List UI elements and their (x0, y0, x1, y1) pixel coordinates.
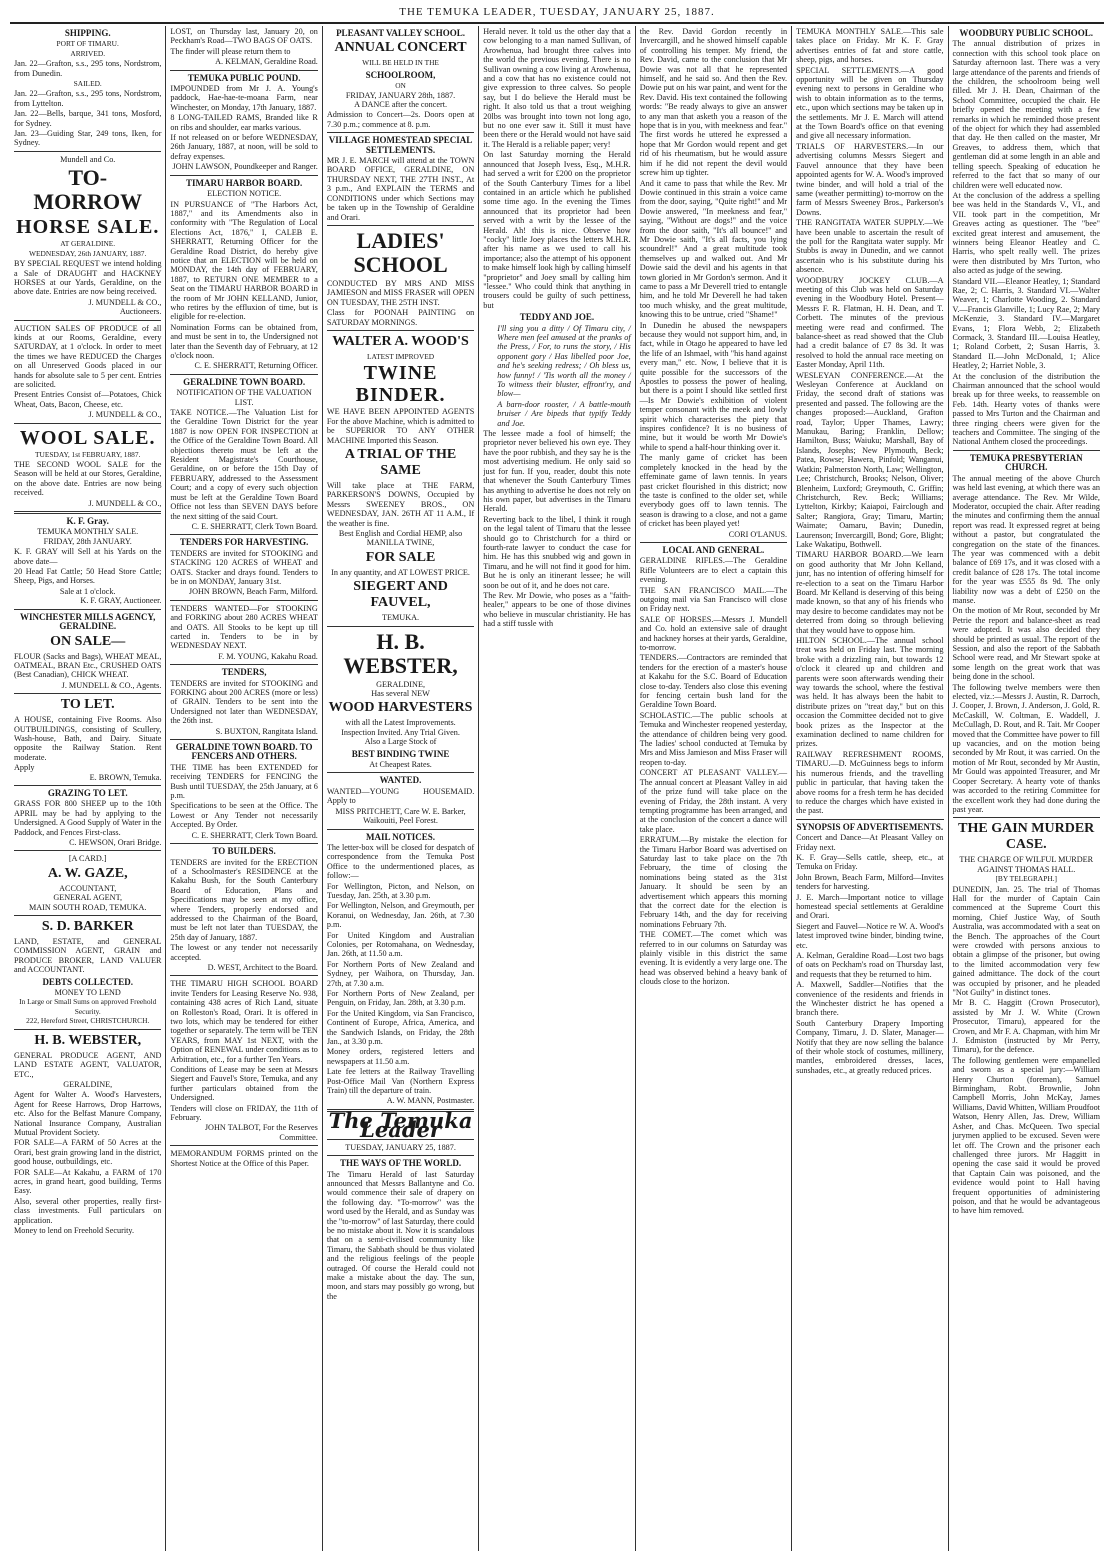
builders-heading: TO BUILDERS. (212, 846, 276, 857)
divider (327, 829, 474, 830)
horse-sale-date: WEDNESDAY, 26th JANUARY, 1887. (29, 248, 147, 258)
synopsis-item: A. Maxwell, Saddler—Notifies that the convenience of the residents and friends in the Winchester district he has opened a branch there. (796, 980, 944, 1018)
horse-sale-heading: HORSE SALE. (16, 216, 160, 239)
divider (796, 819, 943, 820)
signature: CORI O'LANUS. (728, 529, 788, 539)
article-text: And it came to pass that while the Rev. Mr Dowie continued in this strain a voice came from the door, saying, "Quite right!" and Mr Dowie answered, "In meekness and fear," saying, "Without are dogs!" and the voice from the door saith, "It's all bounce!" and Mr Dowie saith, "It's all facts, you lying scoundrel!" And a great multitude took themselves up and walked out. And Mr Dowie said the devil and his agents in that town gloried in Mr Gordon's sermon. And it came to pass a Mr Deverell tried to entangle him, and he told Mr Deverell he had taken too much whisky, and the great multitude, knowing this to be untrue, cried "Shame!" (639, 178, 788, 320)
mail-entry: For Wellington, Picton, and Nelson, on Tuesday, Jan. 25th, at 3.30 p.m. (326, 881, 475, 900)
column-5 (636, 26, 792, 1551)
webster-heading: H. B. WEBSTER, (34, 1032, 142, 1048)
builders-text: TENDERS are invited for the ERECTION of a Schoolmaster's RESIDENCE at the Kakahu Bush, for the South Canterbury Board of Education, Plans and Specifications may be seen at my office, where Tenders, properly endorsed and addressed to the Chairman of the Board, must be left not later than TUESDAY, the 25th day of January, 1887. (170, 857, 318, 942)
poonah-class: Class for POONAH PAINTING on SATURDAY MORNINGS. (326, 308, 475, 327)
gaze-general-agent: GENERAL AGENT, (53, 893, 123, 903)
local-item: TRIALS OF HARVESTERS.—In our advertising columns Messrs Siegert and Fauvel announce that they have been appointed agents for W. A. Wood's improved twine binder, and will hold a trial of the same (weather permitting) to-morrow on the farm of Messrs Sweeney Bros., Parkerson's Downs. (796, 141, 944, 217)
article-text: Reverting back to the libel, I think it rough on the legal talent of Timaru that the lessee should go to Christchurch for a third or fourth-rate lawyer to conduct the case for him. He has this snubbed wig and gown in Timaru, and he will not find it good for him. But he is only an itinerant lessee; he will soon be out of it, and he does not care. (483, 514, 631, 590)
webster-agent: Agent for Walter A. Wood's Harvesters, Agent for Reese Harrows, Drop Harrows, etc. Also for the Belfast Manure Company, National Insurance Company, Australian Mutual Provident Society. (14, 1090, 162, 1137)
pound-text: IMPOUNDED from Mr J. A. Young's paddock, Hae-hae-te-moana Farm, near Winchester, on Monday, 17th January, 1887. (170, 84, 318, 112)
article-text: Herald never. It told us the other day that a cow belonging to a man named Sullivan, of Arowhenua, had brought three calves into the world the previous evening. There is no Sullivan owning a cow living at Arowhenua, and a cow that has no existence could not give expression to three calves. So people say, but I do believe the Herald must be right. It also told us that a trout weighing 20lbs was brought into town not long ago, but no one ever saw it. Still it must have been there or the Herald would not have said it. The Herald is a reliable paper; very! (483, 27, 631, 149)
divider (14, 151, 161, 152)
divider (170, 739, 317, 740)
divider (327, 132, 474, 133)
webster-location: GERALDINE, (63, 1079, 113, 1089)
divider (14, 423, 161, 424)
kf-gray-text: K. F. GRAY will Sell at his Yards on the above date— (14, 547, 162, 566)
divider (640, 542, 787, 543)
tenders-text: TENDERS WANTED—For STOOKING and FORKING about 280 ACRES WHEAT and OATS. All Stooks to be kept up till carted in. Tenders to be in by WEDNESDAY NEXT. (170, 603, 318, 651)
pv-school-heading: PLEASANT VALLEY SCHOOL. (336, 28, 466, 38)
webster-heading-2: H. B. WEBSTER, (343, 628, 458, 678)
divider (953, 450, 1100, 451)
memorandum-notice: MEMORANDUM FORMS printed on the Shortest Notice at the Office of this Paper. (170, 1149, 318, 1168)
walter-wood-heading: WALTER A. WOOD'S (332, 333, 469, 349)
signature: A. KELMAN, Geraldine Road. (215, 57, 318, 67)
monthly-sale-date: FRIDAY, 28th JANUARY. (43, 536, 132, 546)
article-text: The annual distribution of prizes in connection with this school took place on Saturday afternoon last. There was a very large attendance of the parents and friends of the children, the schoolroom being well filled. Mr J. H. Dean, Chairman of the School Committee, occupied the chair. He briefly opened the meeting with a few remarks in which he reminded those present of the object for which they had assembled that day. He then called on the master, Mr Greaves, to address them, which that gentleman did at some length in an able and telling speech. Speaking of education he referred to the fact that so many of our children were well educated now. (952, 39, 1100, 190)
divider (170, 843, 317, 844)
signature: C. E. SHERRATT, Returning Officer. (194, 361, 318, 371)
barker-heading: S. D. BARKER (41, 919, 134, 935)
best-twine: BEST BINDING TWINE (351, 748, 450, 759)
kf-gray-items: 20 Head Fat Cattle; 50 Head Store Cattle; Sheep, Pigs, and Horses. (14, 567, 162, 586)
pritchett: MISS PRITCHETT, Care W. E. Barker, Waikouiti, Peel Forest. (335, 806, 466, 826)
signature: F. M. YOUNG, Kakahu Road. (218, 651, 318, 661)
local-item: RAILWAY REFRESHMENT ROOMS, TIMARU.—D. McGuinness begs to inform his numerous friends, and the travelling public in particular, that having taken the above rooms for a fresh term he has decided to reduce the charges which have existed in the past. (796, 749, 944, 816)
local-item: TEMUKA MONTHLY SALE.—This sale takes place on Friday. Mr K. F. Gray advertises entries of fat and store cattle, sheep, pigs, and horses. (796, 27, 944, 65)
mail-entry: For Northern Ports of New Zealand, per Penguin, on Friday, Jan. 28th, at 3.30 p.m. (326, 989, 475, 1008)
at-geraldine: AT GERALDINE. (60, 239, 116, 249)
to-let-heading: TO LET. (60, 697, 115, 713)
dance-note: A DANCE after the concert. (354, 100, 448, 110)
column-3 (323, 26, 479, 1551)
signature: JOHN TALBOT, For the Reserves Committee. (204, 1123, 318, 1142)
latest-improved: LATEST IMPROVED (367, 351, 435, 361)
admission: Admission to Concert—2s. Doors open at 7.30 p.m.; commence at 8. p.m. (326, 110, 475, 129)
article-text: The manly game of cricket has been completely knocked in the head by the effeminate game of lawn tennis. In years past cricket flourished in this district; now the taste is confined to the older set, while everybody goes off to lawn tennis. The season is drawing to a close, and not a game of cricket has been played yet! (639, 453, 788, 529)
page-masthead: THE TEMUKA LEADER, TUESDAY, JANUARY 25, 1887. (10, 6, 1104, 24)
gaze-address: MAIN SOUTH ROAD, TEMUKA. (28, 902, 147, 912)
signature: JOHN LAWSON, Poundkeeper and Ranger. (172, 162, 318, 172)
synopsis-item: John Brown, Beach Farm, Milford—Invites tenders for harvesting. (796, 872, 944, 892)
local-item: SCHOLASTIC.—The public schools at Temuka and Winchester reopened yesterday, the attendance of children being very good. The ladies' school conducted at Temuka by Mrs and Miss Jamieson and Miss Fraser will reopen to-day. (639, 710, 788, 767)
high-school-close: Tenders will close on FRIDAY, the 11th of February. (170, 1103, 318, 1123)
apply-label: Apply (14, 763, 35, 773)
debts-heading: DEBTS COLLECTED. (42, 976, 133, 987)
signature: E. BROWN, Temuka. (89, 772, 162, 782)
grazing-heading: GRAZING TO LET. (47, 787, 128, 798)
high-school-text: THE TIMARU HIGH SCHOOL BOARD invite Tenders for Leasing Reserve No. 938, containing 438 acres of Rich Land, situate on Rolleston's Road, Orari. It is offered in two lots, which may be tendered for either together or separately. The term will be TEN YEARS, from MAY 1st NEXT, with the Option of RENEWAL under conditions as to Arbitration, etc., for a further Ten Years. (170, 979, 318, 1064)
local-item: GERALDINE RIFLES.—The Geraldine Rifle Volunteers are to elect a captain this evening. (639, 556, 788, 585)
mail-entry: For Northern Ports of New Zealand and Sydney, per Waihora, on Thursday, Jan. 27th, at 7.30 a.m. (326, 959, 475, 988)
column-7 (949, 26, 1104, 1551)
gain-subheading: THE CHARGE OF WILFUL MURDER AGAINST THOMAS HALL. (959, 855, 1094, 874)
tomorrow-heading: TO-MORROW (33, 165, 143, 215)
ladies-school-heading: LADIES' SCHOOL (353, 227, 448, 277)
arrived-heading: ARRIVED. (70, 48, 106, 58)
auction-text: AUCTION SALES OF PRODUCE of all kinds at our Rooms, Geraldine, every SATURDAY, at 1 o'clock. In order to meet the times we have REDUCED the Charges on all Unreserved Goods placed in our hands for absolute sale to 5 per cent. Entries are solicited. (14, 323, 162, 389)
divider (953, 817, 1100, 818)
column-1 (10, 26, 166, 1551)
local-item: TENDERS.—Contractors are reminded that tenders for the erection of a master's house at Kakahu for the S.C. Board of Education close to-day. Tenders also close this evening for fencing certain bush land for the Geraldine Town Board. (639, 653, 788, 710)
sailed-heading: SAILED. (73, 79, 102, 89)
article-text: DUNEDIN, Jan. 25. The trial of Thomas Hall for the murder of Captain Cain commenced at the Supreme Court this morning, Chief Justice Way, of South Australia, was accommodated with a seat on the Bench. The approaches of the Court were crowded with persons anxious to obtain a glimpse of the prisoner, but owing to the limited accommodation very few gained admittance. The dock of the court was occupied by prisoner, and he pleaded "Not Guilty" in distinct tones. (952, 884, 1100, 997)
winchester-heading: WINCHESTER MILLS AGENCY, GERALDINE. (19, 611, 156, 632)
signature: J. MUNDELL & CO., (88, 297, 162, 307)
columns (10, 26, 1104, 1551)
divider (170, 70, 317, 71)
signature: J. MUNDELL & CO., (88, 498, 162, 508)
signature: K. F. GRAY, Auctioneer. (80, 596, 162, 606)
synopsis-heading: SYNOPSIS OF ADVERTISEMENTS. (796, 821, 944, 832)
nomination-text: Nomination Forms can be obtained from, and must be sent in to, the Undersigned not later than the Seventh day of February, at 12 o'clock noon. (170, 322, 318, 360)
paper-date: TUESDAY, JANUARY 25, 1887. (345, 1142, 456, 1152)
local-item: WOODBURY JOCKEY CLUB.—A meeting of this Club was held on Saturday evening in the Woodbury Hotel. Present—Messrs F. R. Flatman, H. H. Dean, and T. Corbett. The minutes of the previous meeting were read and confirmed. The balance-sheet as read showed that the Club had a credit balance of £7 8s 3d. It was resolved to hold the annual race meeting on Easter Monday, April 11th. (796, 275, 944, 370)
signature: J. MUNDELL & CO., Agents. (61, 680, 162, 690)
horse-sale-text: BY SPECIAL REQUEST we intend holding a Sale of DRAUGHT and HACKNEY HORSES at our Yards, Geraldine, on the above date. Entries are now being received. (14, 259, 162, 297)
for-sale-heading: FOR SALE (365, 549, 436, 565)
harbour-heading: TIMARU HARBOR BOARD. (186, 177, 303, 188)
column-4 (479, 26, 635, 1551)
mail-heading: MAIL NOTICES. (366, 831, 436, 842)
tenders-text: TENDERS are invited for STOOKING and FORKING about 200 ACRES (more or less) of GRAIN. Tenders to be sent into the Undersigned not later than WEDNESDAY, the 26th inst. (170, 678, 318, 726)
mail-text: The letter-box will be closed for despatch of correspondence from the Temuka Post Office to the undermentioned places, as follow:— (326, 842, 475, 881)
ways-heading: THE WAYS OF THE WORLD. (339, 1158, 462, 1169)
local-item: CONCERT AT PLEASANT VALLEY.—The annual concert at Pleasant Valley in aid of the prize fund will take place on the evening of Friday, the 28th instant. A very tempting programme has been arranged, and at the conclusion of the concert a dance will take place. (639, 768, 788, 834)
local-item: SALE OF HORSES.—Messrs J. Mundell and Co. hold an extensive sale of draught and hackney horses at their yards, Geraldine, to-morrow. (639, 614, 788, 652)
mail-entry: For the United Kingdom, via San Francisco, Continent of Europe, Africa, America, and the Sandwich Islands, on Friday, the 28th Jan., at 3.30 p.m. (326, 1008, 475, 1047)
mundell-heading: Mundell and Co. (60, 154, 116, 164)
divider (170, 175, 317, 176)
twine-binder-heading: TWINE BINDER. (355, 362, 446, 407)
webster-also: Also, several other properties, really first-class investments. Full particulars on application. (14, 1196, 162, 1225)
divider (14, 1029, 161, 1030)
inspection: Inspection Invited. Any Trial Given. (341, 727, 460, 737)
money-heading: MONEY TO LEND (54, 988, 121, 998)
election-heading: ELECTION NOTICE. (207, 189, 282, 199)
trial-heading: A TRIAL OF THE SAME (344, 446, 457, 478)
to-let-text: A HOUSE, containing Five Rooms. Also OUTBUILDINGS, consisting of Scullery, Wash-house, Bath, and Dairy. Situate opposite the Railway Station. Rent moderate. (14, 715, 162, 762)
divider (170, 664, 317, 665)
march-text: MR J. E. MARCH will attend at the TOWN BOARD OFFICE, GERALDINE, ON THURSDAY NEXT, THE 27TH INST., At 3 p.m., And EXPLAIN the TERMS and CONDITIONS under which Sections may be taken up in the Township of Geraldine and Orari. (326, 156, 475, 222)
prize-list: Standard VII.—Eleanor Heatley, 1; Standard Rae, 2; C. Harris, 3. Standard VI.—Walter Weaver, 1; Charlotte Wooding, 2. Standard V.—Francis Glanville, 1; Lucy Rae, 2; Mary McKenzie, 3. Standard IV.—Margaret Evans, 1; Flora Webb, 2; Elizabeth Cormack, 3. Standard III.—Louisa Heatley, 1; Roland Corbett, 2; Susan Harris, 3. Standard II.—John McDonald, 1; Alice Heatley, 2; Harriet Noble, 3. (952, 276, 1100, 371)
signature: J. MUNDELL & CO., (88, 410, 162, 420)
signature: Auctioneers. (119, 307, 162, 317)
fencers-heading: GERALDINE TOWN BOARD. TO FENCERS AND OTHERS. (175, 742, 313, 762)
shipping-heading: SHIPPING. (64, 28, 111, 38)
gain-murder-heading: THE GAIN MURDER CASE. (958, 821, 1095, 853)
mail-entry: Money orders, registered letters and newspapers at 11.50 a.m. (326, 1047, 475, 1066)
wood-harvesters-heading: WOOD HARVESTERS (328, 700, 473, 716)
town-board-heading: GERALDINE TOWN BOARD. (183, 376, 306, 387)
sale-time: Sale at 1 o'clock. (59, 586, 116, 596)
article-text: The annual meeting of the above Church was held last evening, at which there was an average attendance. The Rev. Mr Wilde, Moderator, occupied the chair. After reading the minutes and confirming them the annual report was read. It expressed regret at being without a pastor, but congratulated the congregation on the state of the finances. The year was commenced with a debit balance of £69 17s, and it was closed with a credit balance of £28 17s. The total income for the year was £555 8s 9d. The only liability now was a debt of £250 on the manse. (952, 473, 1100, 605)
divider (14, 609, 161, 610)
mail-entry: For Wellington, Nelson, and Greymouth, per Koranui, on Wednesday, Jan. 26th, at 7.30 p.m. (326, 901, 475, 930)
election-text: IN PURSUANCE of "The Harbors Act, 1887," and its Amendments also in conformity with "The Regulation of Local Elections Act, 1876," I, CALEB E. SHERRATT, Returning Officer for the Geraldine Road District, do hereby give notice that an ELECTION will be held on MONDAY, the 14th day of FEBRUARY, 1887, to RETURN ONE MEMBER to a Seat on the TIMARU HARBOR BOARD in the room of Mr JOHN KELLAND, Junior, who retires by the effluxion of time, but is eligible for re-election. (170, 199, 318, 322)
gaze-heading: A. W. GAZE, (47, 865, 128, 881)
divider (327, 772, 474, 773)
divider (170, 1145, 317, 1146)
local-item: ERRATUM.—By mistake the election for the Timaru Harbor Board was advertised on Saturday last to take place on the 7th February, the time of closing the nominations being stated as the 31st January. It should be seen by an advertisement which appears this morning that the correct date for the election is February 14th, and the day for receiving nominations February 7th. (639, 835, 788, 929)
present-entries: Present Entries Consist of—Potatoes, Chick Wheat, Oats, Bacon, Cheese, etc. (14, 390, 162, 409)
barker-text: LAND, ESTATE, and GENERAL COMMISSION AGENT, GRAIN and PRODUCE BROKER, LAND VALUER and ACCOUNTANT. (14, 937, 162, 975)
divider (170, 374, 317, 375)
money-text: In Large or Small Sums on approved Freehold Security. (19, 997, 157, 1016)
wanted-text: WANTED—YOUNG HOUSEMAID. Apply to (326, 786, 475, 806)
will-be-held: WILL BE HELD IN THE (362, 58, 439, 68)
signature: C. HEWSON, Orari Bridge. (69, 838, 162, 847)
telegraph-label: [BY TELEGRAPH.] (995, 874, 1058, 884)
ways-text: The Timaru Herald of last Saturday announced that Messrs Ballantyne and Co. would commence their sale of drapery on the following day. "To-morrow" was the word used by the Herald, and as Sunday was the "to-morrow" of last Saturday, there could be no mistake about it. Now it is scandalous that on a semi-civilised community like Timaru, the Sabbath should be thus violated and the religious feelings of the people outraged. Of course the Herald could not make a mistake about the day. The sun, moon, and stars may possibly go wrong, but the (326, 1169, 475, 1301)
sailed-entry: Jan. 23—Guiding Star, 249 tons, Iken, for Sydney. (14, 129, 162, 148)
poem-text: I'll sing you a ditty / Of Timaru city, / Where men feel amused at the pranks of the Press, / For, to runs the story, / His opponent gory / Has libelled poor Joe, and he's seeking redress; / Oh bless us, how funny! / 'Tis worth all the money / To witness their bluster, effront'ry, and blow— (497, 323, 631, 399)
local-item: SPECIAL SETTLEMENTS.—A good opportunity will be given on Thursday evening next to persons in Geraldine who wish to obtain information as to the terms, etc., upon which sections may be taken up in the settlements. Mr J. E. March will attend at the Town Board's office on that evening and give all necessary information. (796, 65, 944, 141)
synopsis-item: Concert and Dance—At Pleasant Valley on Friday next. (796, 833, 944, 852)
concert-date: FRIDAY, JANUARY 28th, 1887. (345, 90, 456, 100)
signature: C. E. SHERRATT, Clerk Town Board. (191, 830, 318, 840)
pound-heading: TEMUKA PUBLIC POUND. (187, 72, 301, 83)
article-text: In Dunedin he abused the newspapers because they would not support him, and, in fact, while in Otago he appeared to have led the life of an Ishmael, with "his hand against every man," etc. Now, I believe that it is quite possible for the successors of the Apostles to possess the power of healing, but there is a point I should like settled first—Is Mr Dowie's exhibition of violent temper consonant with the meek and lowly spirit which characterises the piety that inspires confidence? It is no business of mine, but it would be worth Mr Dowie's while to spend a half-hour thinking over it. (639, 320, 788, 452)
lost-notice: LOST, on Thursday last, January 20, on Peckham's Road—TWO BAGS OF OATS. (170, 27, 318, 46)
webster-forsale: FOR SALE—A FARM of 50 Acres at the Orari, best grain growing land in the district, good house, outbuildings, etc. (14, 1138, 162, 1167)
quantity-text: In any quantity, and AT LOWEST PRICE. (331, 567, 470, 577)
lost-finder: The finder will please return them to (170, 46, 291, 56)
tenders-heading: TENDERS, (221, 667, 267, 678)
divider (14, 785, 161, 786)
valuation-text: TAKE NOTICE.—The Valuation List for the Geraldine Town District for the year 1887 is now OPEN FOR INSPECTION at the Office of the Geraldine Town Board. All objections thereto must be left at the Resident Magistrate's Courthouse, Geraldine, on or before the 15th Day of FEBRUARY, addressed to the Assessment Court; and a copy of every such objection must be left at the Geraldine Town Board Office not less than SEVEN DAYS before the next sitting of the said Court. (170, 408, 318, 521)
article-text: the Rev. David Gordon recently in Invercargill, and he showed himself capable of controlling his temper. My friend, the Rev. David, came to the conclusion that Mr Dowie was not all that he represented himself, and he said so. And then the Rev. Dowie put on his war paint, and went for the Rev. David. His text contained the following words: "Be ready always to give an answer to any man that asketh you a reason of the hope that is in you, with meekness and fear." The first words he uttered he expressed a hope that Mr Gordon would repent and get rid of his rheumatism, but he would assure him if he did not repent the devil would screw him up tighter. (639, 27, 788, 178)
ladies-school-text: CONDUCTED BY MRS AND MISS JAMIESON and MISS FRASER will OPEN ON TUESDAY, THE 25TH INST. (326, 278, 475, 307)
valuation-heading: NOTIFICATION OF THE VALUATION LIST. (176, 388, 312, 407)
fencers-spec: Specifications to be seen at the Office. The Lowest or Any Tender not necessarily Accepted. By Order. (170, 801, 318, 830)
article-text: The following gentlemen were empanelled and sworn as a special jury:—William Henry Churton (foreman), Samuel Birmingham, Robt. Brownlie, John Campbell Morris, John McKay, James Williams, David Whitten, William Proudfoot Watson, Henry Allen, Jas. Drew, William Asher, and Chas. McQueen. Two special jurymen applied to be excused. Seven were let off. The Crown and the prisoner each challenged three jurors. Mr Haggitt in opening the case said it would be proved that Captain Cain was poisoned, and the evidence would point to Hall having frequent opportunities of administering poison, and that he would be advantageous to have him removed. (952, 1055, 1100, 1216)
mail-entry: Late fee letters at the Railway Travelling Post-Office Mail Van (Northern Express Train) till the departure of train. (326, 1067, 475, 1096)
synopsis-item: A. Kelman, Geraldine Road—Lost two bags of oats on Peckham's road on Thursday last, and requests that they be returned to him. (796, 951, 944, 979)
barker-address: 222, Hereford Street, CHRISTCHURCH. (26, 1016, 150, 1026)
fencers-text: THE TIME has been EXTENDED for receiving TENDERS for FENCING the Bush until TUESDAY, the 25th January, at 6 p.m. (170, 762, 318, 801)
local-item: WESLEYAN CONFERENCE.—At the Wesleyan Conference at Auckland on Friday, the second draft of stations was presented and passed. The following are the changes proposed:—Auckland, Grafton road, Taylor; Upper Thames, Lawry; Manukau, Baring; Franklin, Dellow; Hamilton, Buss; Waiuku; Marshall, Bay of Islands, Josephs; New Plymouth, Beck; Patea, Rowse; Hawera, Pinfold; Wanganui, Watkin; Palmerston North, Law; Wellington, Lee; Christchurch, Brooks; Nelson, Oliver; Blenheim, Luxford; Greymouth, C. Griffin; Christchurch, Rev. Beck; Williams; Lyttelton, Kirkby; Kaiapoi, Fairclough and Salter; Rangiora, Gray; Timaru, Martin; Waimate; Oamaru, Bavin; Dunedin, Laurenson; Invercargill, Bond; Gore, Blight; Lake Wakatipu, Bothwell. (796, 370, 944, 549)
webster-forsale: FOR SALE—At Kakahu, a FARM of 170 acres, in grand heart, good building, Terms Easy. (14, 1167, 162, 1196)
pound-note: If not released on or before WEDNESDAY, 26th January, 1887, at noon, will be sold to defray expenses. (170, 133, 318, 161)
village-heading: VILLAGE HOMESTEAD SPECIAL SETTLEMENTS. (328, 135, 473, 155)
schoolroom: SCHOOLROOM, (365, 69, 436, 80)
hemp-text: Best English and Cordial HEMP, also MANILLA TWINE, (338, 529, 463, 548)
synopsis-item: Siegert and Fauvel—Notice re W. A. Wood's latest improved twine binder, binding twine, etc. (796, 921, 944, 950)
builders-note: The lowest or any tender not necessarily accepted. (170, 943, 318, 962)
local-item: THE SAN FRANCISCO MAIL.—The outgoing mail via San Francisco will close on Friday next. (639, 585, 788, 614)
woodbury-heading: WOODBURY PUBLIC SCHOOL. (959, 28, 1094, 38)
paper-title: The Temuka Leader (328, 1107, 473, 1143)
divider (327, 225, 474, 226)
webster-money: Money to lend on Freehold Security. (14, 1226, 134, 1235)
agents-text: WE HAVE BEEN APPOINTED AGENTS For the above Machine, which is admitted to be SUPERIOR TO ANY OTHER MACHINE Imported this Season. (326, 407, 475, 445)
flour-list: FLOUR (Sacks and Bags), WHEAT MEAL, OATMEAL, BRAN Etc., CRUSHED OATS (Best Canadian), CHICK WHEAT. (14, 651, 162, 680)
article-text: The Rev. Mr Dowie, who poses as a "faith-healer," appears to be one of those divines who believe in muscular christianity. He has had a stiff tussle with (483, 590, 631, 629)
webster-text: GENERAL PRODUCE AGENT, AND LAND ESTATE AGENT, VALUATOR, ETC., (14, 1050, 162, 1079)
card-label: [A CARD.] (68, 854, 107, 864)
synopsis-item: South Canterbury Drapery Importing Company, Timaru, J. D. Slater, Manager—Notify that they are now selling the balance of their whole stock of costumes, millinery, mantles, embroidered dresses, laces, sunshades, etc., at greatly reduced prices. (796, 1018, 944, 1075)
local-item: TIMARU HARBOR BOARD.—We learn on good authority that Mr John Kelland, junr, has no intention of offering himself for re-election to a seat on the Timaru Harbor Board. Mr Kelland is deserving of this being made known, so that any of his friends who may desire to become candidates may not be deterred from doing so through believing that they would have to oppose him. (796, 550, 944, 635)
article-text: The lessee made a fool of himself; the proprietor never believed his own eye. They have the poor rubbish, and they say he is the most advertising medium. He only said so just for fun. If you, reader, doubt this note that whenever the South Canterbury Times has anything to advertise he does not rely on his own paper, but advertises in the Timaru Herald. (483, 429, 631, 514)
presbyterian-heading: TEMUKA PRESBYTERIAN CHURCH. (969, 452, 1083, 473)
with-all: with all the Latest Improvements. (345, 718, 456, 728)
local-item: THE RANGITATA WATER SUPPLY.—We have been unable to ascertain the result of the poll for the Rangitata water supply. Mr Stubbs is away in Dunedin, and we cannot ascertain who is his substitute during his absence. (796, 218, 944, 275)
local-item: THE COMET.—The comet which was referred to in our columns on Saturday was plainly visible in this district the same evening. It is evidently a very large one. The head was observed behind a heavy bank of clouds close to the horizon. (639, 930, 788, 987)
synopsis-item: K. F. Gray—Sells cattle, sheep, etc., at Temuka on Friday. (796, 852, 944, 872)
signature: A. W. MANN, Postmaster. (386, 1096, 475, 1106)
divider (14, 511, 161, 514)
local-item: HILTON SCHOOL.—The annual school treat was held on Friday last. The morning broke with a drizzling rain, but towards 12 o'clock it cleared up and children and parents were soon afterwards wending their way towards the school, where the festival was held. It has always been the habit to distribute prizes on "treat day," but on this occasion the Committee decided not to give book prizes as the Inspector at the examination declined to name children for prizes. (796, 636, 944, 749)
divider (14, 320, 161, 321)
article-text: On last Saturday morning the Herald announced that Joseph Ivess, Esq., M.H.R. had served a writ for £200 on the proprietor of the South Canterbury Times for a libel contained in an article which he published some time ago. In the evening the Times announced that its proprietor had been served with a writ by the lessee of the Herald. Ah! this is nice. Observe how "cocky" little Joey places the letters M.H.R. after his name as we used to call his importance; also the attempt of his opponent to make himself look high by calling himself "proprietor" and Joey small by calling him "lessee." Who could think that anything in trousers could be guilty of such pettiness, but (483, 150, 631, 310)
divider (327, 330, 474, 331)
local-heading: LOCAL AND GENERAL. (662, 544, 765, 555)
siegert-heading: SIEGERT AND FAUVEL, (353, 579, 448, 611)
divider (14, 693, 161, 694)
article-text: The following twelve members were then elected, viz.:—Messrs J. Austin, R. Darroch, J. Cooper, J. Brown, J. Anderson, J. Gold, R. McCaskill, W. Coltman, E. Waddell, J. McCullagh, D. Rout, and R. Tait. Mr Cooper moved that the Committee have power to fill up vacancies, and on the motion being seconded by Mr Rout, it was carried. On the motion of Mr Rout, seconded by Mr Austin, Mr Gould was appointed Treasurer, and Mr Cooper Secretary. A hearty vote of thanks was accorded to the retiring Committee for the excellent work they had done during the past year. (952, 682, 1100, 814)
signature: S. BUXTON, Rangitata Island. (215, 726, 318, 736)
wool-sale-text: THE SECOND WOOL SALE for the Season will be held at our Stores, Geraldine, on the above date. Entries are now being received. (14, 460, 162, 498)
wool-sale-date: TUESDAY, 1st FEBRUARY, 1887. (35, 449, 141, 459)
signature: D. WEST, Architect to the Board. (207, 962, 318, 972)
synopsis-item: J. E. March—Important notice to village homestead special settlements at Geraldine and Orari. (796, 892, 944, 921)
on-sale-heading: ON SALE— (50, 633, 126, 649)
poem-heading: TEDDY AND JOE. (519, 312, 595, 323)
gaze-accountant: ACCOUNTANT, (59, 883, 117, 893)
trial-text: Will take place at THE FARM, PARKERSON'S DOWNS, Occupied by Messrs SWEENEY BROS., ON WEDNESDAY, JAN. 26TH AT 11 A.M., If the weather is fine. (326, 480, 475, 528)
article-text: Mr B. C. Haggitt (Crown Prosecutor), assisted by Mr J. W. White (Crown Prosecutor, Timaru), appeared for the Crown, and Mr F. A. Chapman, with him Mr J. Edmiston (instructed by Mr Perry, Timaru), for the defence. (952, 998, 1100, 1055)
arrived-entry: Jan. 22—Grafton, s.s., 295 tons, Nordstrom, from Dunedin. (14, 59, 162, 78)
port-heading: PORT OF TIMARU. (56, 39, 119, 49)
large-stock: Also a Large Stock of (364, 737, 437, 747)
high-school-conditions: Conditions of Lease may be seen at Messrs Siegert and Fauvel's Store, Temuka, and any further particulars obtained from the Undersigned. (170, 1065, 318, 1103)
wool-sale-heading: WOOL SALE. (19, 426, 156, 449)
column-6 (792, 26, 948, 1551)
kf-gray-heading: K. F. Gray. (66, 516, 109, 527)
sailed-entry: Jan. 22—Grafton, s.s., 295 tons, Nordstrom, from Lyttelton. (14, 89, 162, 108)
cheapest: At Cheapest Rates. (369, 760, 432, 770)
tenders-text: TENDERS are invited for STOOKING and STACKING 120 ACRES of WHEAT and OATS. Stacker and drays found. Tenders to be in on MONDAY, January 31st. (170, 548, 318, 586)
annual-concert-heading: ANNUAL CONCERT (334, 40, 467, 56)
has-several: Has several NEW (371, 689, 430, 699)
poem-text: A barn-door rooster, / A battle-mouth bruiser / Are bipeds that typify Teddy and Joe. (497, 399, 631, 428)
mail-entry: For United Kingdom and Australian Colonies, per Rotomahana, on Wednesday, Jan. 26th, at 11.50 a.m. (326, 930, 475, 959)
divider (170, 534, 317, 535)
harvesting-heading: TENDERS FOR HARVESTING. (179, 537, 309, 548)
article-text: On the motion of Mr Rout, seconded by Mr Petrie the report and balance-sheet as read were adopted. It was also decided they should be printed as usual. The report of the Session, and also the report of the Sabbath School were read, and Mr Stewart spoke at some length on the great work that was being done in the school. (952, 606, 1100, 682)
divider (14, 850, 161, 851)
wanted-heading: WANTED. (379, 775, 422, 786)
grazing-text: GRASS FOR 800 SHEEP up to the 10th APRIL may be had by applying to the Undersigned. A Good Supply of Water in the Paddock, and Fences First-class. (14, 799, 162, 837)
divider (327, 1155, 474, 1156)
article-text: At the conclusion of the address a spelling bee was held in the Standards V., VI., and VII. took part in the competition, Mr Greaves acting as questioner. The "bee" excited great interest and amusement, the winners being Eleanor Heatley and C. Harris, who spelt really well. The prizes were then distributed by Mrs Turton, who also acted as judge of the sewing. (952, 190, 1100, 276)
on-label: ON (395, 81, 406, 91)
webster-location-2: GERALDINE, (376, 679, 425, 689)
column-2 (166, 26, 322, 1551)
signature: JOHN BROWN, Beach Farm, Milford. (188, 587, 318, 597)
divider (170, 975, 317, 976)
pound-item: 8 LONG-TAILED RAMS, Branded like R on ribs and shoulder, ear marks various. (170, 113, 318, 132)
divider (170, 600, 317, 601)
article-text: At the conclusion of the distribution the Chairman announced that the school would break up for three weeks, to reassemble on Feb. 14th. Hearty votes of thanks were passed to Mrs Turton and the Chairman and three ringing cheers were given for the teachers and Committee. The singing of the National Anthem closed the proceedings. (952, 371, 1100, 447)
divider (327, 626, 474, 627)
temuka-label: TEMUKA. (382, 613, 420, 623)
divider (14, 915, 161, 916)
sailed-entry: Jan. 22—Bells, barque, 341 tons, Mosford, for Sydney. (14, 109, 162, 128)
monthly-sale-heading: TEMUKA MONTHLY SALE. (37, 527, 139, 537)
signature: C. E. SHERRATT, Clerk Town Board. (191, 521, 318, 531)
